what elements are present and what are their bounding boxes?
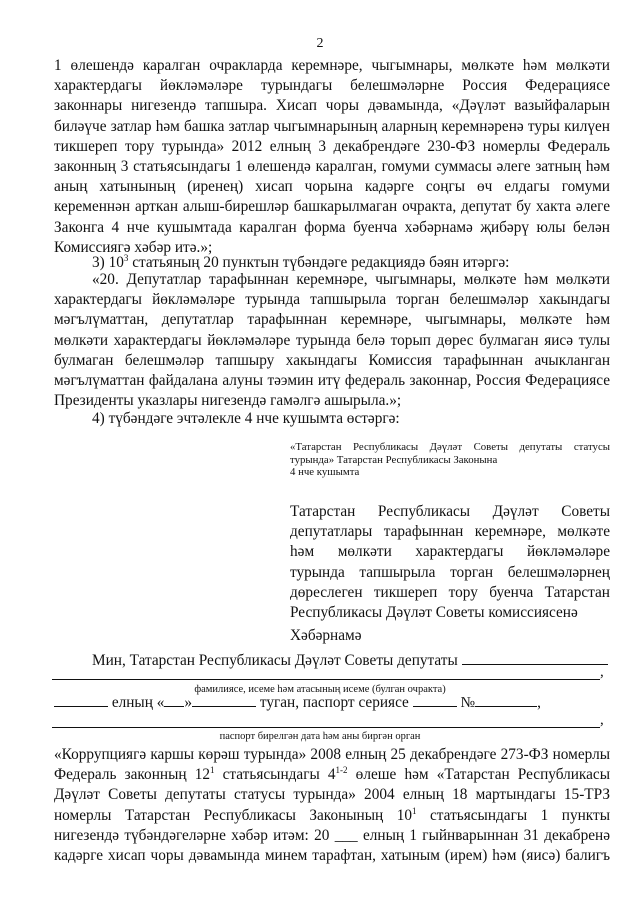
appendix-addressee bbox=[290, 502, 610, 623]
full-name-blank-line[interactable] bbox=[52, 679, 600, 680]
paragraph-3-quote bbox=[54, 270, 610, 411]
paragraph-4: 4) түбәндәге эчтәлекле 4 нче кушымта өстәргә: bbox=[92, 410, 400, 427]
superscript: 3 bbox=[123, 253, 129, 263]
addressee-line: Республикасы Дәүләт Советы комиссиясенә bbox=[290, 604, 578, 622]
text-line: 1 өлешендә каралган очракларда керемнәре, чыгымнары, мөлкәте һәм мөлкәти bbox=[54, 57, 610, 74]
text-line: кадәрге хисап чоры дәвамында минем тарафтан, хатыным (ирем) һәм (яисә) балигъ bbox=[54, 847, 610, 865]
comma: , bbox=[600, 664, 604, 680]
text-line: «Коррупциягә каршы көрәш турында» 2008 елның 25 декабрендәге 273-ФЗ номерлы bbox=[54, 746, 610, 763]
text-line: законнары нигезендә тапшыра. Хисап чоры дәвамында, «Дәүләт вазыйфаларын bbox=[54, 97, 610, 115]
text-line: тикшереп тору турында» 2012 елның 3 декабрендәге 230-ФЗ номерлы Федераль bbox=[54, 137, 610, 155]
text-line: характердагы йөкләмәләре турындагы белешмәләрне Россия Федерациясе bbox=[54, 77, 610, 95]
comma: , bbox=[600, 712, 604, 728]
text-fragment: статьясындагы 1 пункты bbox=[416, 806, 610, 824]
text-fragment: статьясындагы 4 bbox=[214, 766, 336, 784]
passport-number-blank[interactable] bbox=[475, 692, 537, 707]
text-line: характердагы йөкләмәләре турында тапшырыла торган белешмәләр хакындагы bbox=[54, 291, 610, 309]
day-blank[interactable] bbox=[54, 692, 108, 707]
text-line: булмаган белешмәләр тапшыру хакындагы Комиссия тарафыннан ачыкланган bbox=[54, 351, 610, 369]
item-text: статьяның 20 пунктын түбәндәге редакциядә бәян итәргә: bbox=[128, 254, 510, 271]
superscript: 1-2 bbox=[335, 765, 348, 776]
addressee-line: һәм мөлкәти характердагы йөкләмәләре bbox=[290, 543, 610, 561]
text-fragment: өлеше һәм «Татарстан Республикасы bbox=[347, 766, 610, 784]
text-line: кеременнән арткан алыш-бирешләр башкарылмаган очракта, депутат бу хакта әлеге bbox=[54, 198, 610, 216]
item-prefix: 3) 10 bbox=[92, 254, 124, 271]
text-line: «20. Депутатлар тарафыннан керемнәре, чыгымнары, мөлкәте һәм мөлкәти bbox=[92, 271, 610, 288]
passport-issue-blank-line[interactable] bbox=[52, 727, 600, 728]
comma: , bbox=[537, 694, 541, 711]
text-line: Законга 4 нче кушымтада каралган форма буенча хәбәрнамә җибәрү юлы белән bbox=[54, 218, 610, 236]
declaration-line bbox=[92, 650, 608, 671]
day-of-month-blank[interactable] bbox=[164, 692, 184, 707]
superscript: 1 bbox=[412, 805, 417, 816]
year-label: елның « bbox=[111, 694, 165, 711]
text-fragment: Федераль законның bbox=[54, 766, 195, 784]
text-line: биләүче затлар һәм башка затлар чыгымнарының аларның керемнәренә туры килүен bbox=[54, 117, 610, 135]
text-line bbox=[54, 765, 610, 785]
notification-heading: Хәбәрнамә bbox=[290, 627, 362, 644]
text-line bbox=[54, 806, 610, 826]
text-line: мәгълүматтан, депутатлар тарафыннан керемнәре, чыгымнары, мөлкәте һәм bbox=[54, 311, 610, 329]
text-fragment: номерлы Татарстан Республикасы Законының 10 bbox=[54, 806, 413, 824]
note-line: 4 нче кушымта bbox=[290, 466, 360, 479]
note-line: «Татарстан Республикасы Дәүләт Советы депутаты статусы bbox=[290, 441, 610, 453]
text-line: мөлкәти характердагы йөкләмәләре турында белә торып дөрес булмаган яисә тулы bbox=[54, 331, 610, 349]
addressee-line: депутатлары тарафыннан керемнәре, мөлкәте bbox=[290, 523, 610, 541]
addressee-line: дөреслеген тикшереп тору буенча Татарстан bbox=[290, 583, 610, 601]
birth-passport-row bbox=[54, 692, 610, 713]
text-line: Президенты указлары нигезендә гамәлгә ашырыла.»; bbox=[54, 392, 402, 410]
number-sign: № bbox=[460, 694, 476, 711]
page-number: 2 bbox=[316, 36, 324, 51]
month-blank[interactable] bbox=[192, 692, 256, 707]
text-line: законның 3 статьясындагы 1 өлешендә каралган, гомуми суммасы әлеге затның һәм bbox=[54, 158, 610, 176]
passport-series-blank[interactable] bbox=[413, 692, 457, 707]
appendix-note bbox=[290, 441, 610, 479]
note-line: турында» Татарстан Республикасы Законына bbox=[290, 453, 498, 466]
paragraph-5 bbox=[54, 745, 610, 866]
paragraph-1 bbox=[54, 56, 610, 258]
superscript: 1 bbox=[209, 765, 215, 776]
quote-close: » bbox=[184, 694, 193, 711]
name-caption: фамилиясе, исеме һәм атасының исеме (булган очракта) bbox=[194, 684, 446, 695]
addressee-line: Татарстан Республикасы Дәүләт Советы bbox=[290, 503, 610, 520]
text-line: Комиссиягә хәбәр итә.»; bbox=[54, 238, 213, 256]
text-line: нигезендә түбәндәгеләрне хәбәр итәм: 20 ___ елның 1 гыйнварыннан 31 декабренә bbox=[54, 826, 610, 844]
passport-caption: паспорт бирелгән дата һәм аны биргән орган bbox=[219, 731, 421, 742]
addressee-line: турында тапшырыла торган белешмәләрнең bbox=[290, 563, 610, 581]
deputy-name-blank[interactable] bbox=[462, 650, 608, 665]
declaration-text: Мин, Татарстан Республикасы Дәүләт Советы депутаты bbox=[92, 652, 458, 669]
born-label: туган, паспорт сериясе bbox=[259, 694, 409, 711]
text-line: Дәүләт Советы депутаты статусы турында» 2004 елның 18 мартындагы 15-ТРЗ bbox=[54, 786, 610, 804]
text-fragment: 12 bbox=[194, 766, 210, 784]
text-line: мәгълүматтан файдалана алуны тәэмин итү федераль законнар, Россия Федерациясе bbox=[54, 372, 610, 390]
text-line: аның хатынының (иренең) хисап чорына кадәрге соңгы өч елдагы гомуми bbox=[54, 178, 610, 196]
